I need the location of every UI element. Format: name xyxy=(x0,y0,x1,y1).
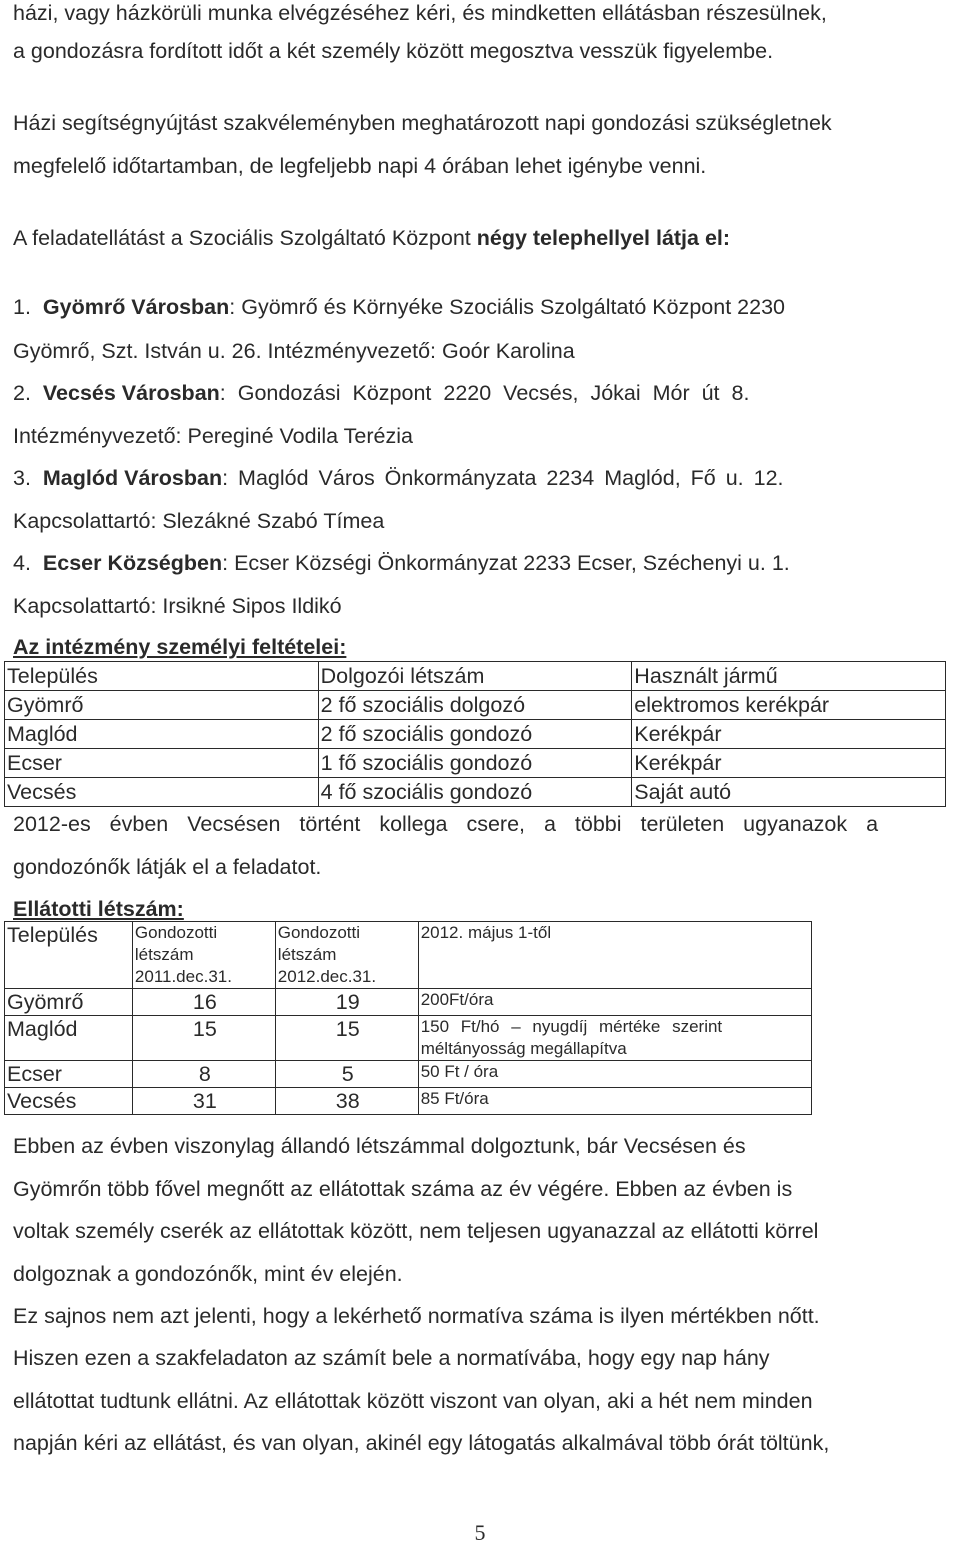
table-cell: 19 xyxy=(275,989,418,1016)
clients-table xyxy=(4,921,812,1115)
table-header-row xyxy=(5,662,946,691)
table-cell: Saját autó xyxy=(632,778,946,807)
table-header-cell: Gondozotti létszám 2011.dec.31. xyxy=(132,922,275,989)
table-cell: 150 Ft/hó – nyugdíj mértéke szerint méltányosság megállapítva xyxy=(418,1016,811,1061)
table-row xyxy=(5,778,946,807)
site-3-number: 3. xyxy=(13,466,31,490)
intro-line-3: Házi segítségnyújtást szakvéleményben meghatározott napi gondozási szükségletnek xyxy=(13,111,832,135)
closing-line-6: Hiszen ezen a szakfeladaton az számít bele a normatívába, hogy egy nap hány xyxy=(13,1346,770,1370)
intro-line-4: megfelelő időtartamban, de legfeljebb napi 4 órában lehet igénybe venni. xyxy=(13,154,707,178)
staff-table xyxy=(4,661,946,807)
site-4-line-1 xyxy=(13,550,790,576)
table-cell: Gyömrő xyxy=(5,691,319,720)
site-1-number: 1. xyxy=(13,295,31,319)
site-3-line-2: Kapcsolattartó: Slezákné Szabó Tímea xyxy=(13,509,385,533)
clients-heading xyxy=(13,896,184,922)
site-4-number: 4. xyxy=(13,551,31,575)
closing-line-2: Gyömrőn több fővel megnőtt az ellátottak száma az év végére. Ebben az évben is xyxy=(13,1177,793,1201)
table-cell: 50 Ft / óra xyxy=(418,1061,811,1088)
table-cell: Gyömrő xyxy=(5,989,133,1016)
site-1-address: : Gyömrő és Környéke Szociális Szolgáltató Központ 2230 xyxy=(229,295,785,319)
table-cell: 38 xyxy=(275,1088,418,1115)
site-2-name: Vecsés Városban xyxy=(42,381,220,405)
table-cell: Maglód xyxy=(5,720,319,749)
table-cell: 2 fő szociális gondozó xyxy=(318,720,632,749)
table-cell: 15 xyxy=(132,1016,275,1061)
closing-line-5: Ez sajnos nem azt jelenti, hogy a lekérhető normatíva száma is ilyen mértékben nőtt. xyxy=(13,1304,820,1328)
table-cell: Vecsés xyxy=(5,778,319,807)
table-row xyxy=(5,749,946,778)
intro-line-2: a gondozásra fordított időt a két személy között megosztva vesszük figyelembe. xyxy=(13,39,774,63)
table-cell: Ecser xyxy=(5,749,319,778)
site-1-line-1 xyxy=(13,294,957,320)
table-cell: Vecsés xyxy=(5,1088,133,1115)
site-2-line-1 xyxy=(13,380,749,406)
site-3-name: Maglód Városban xyxy=(42,466,223,490)
table-row xyxy=(5,989,812,1016)
table-cell: elektromos kerékpár xyxy=(632,691,946,720)
closing-line-1: Ebben az évben viszonylag állandó létszámmal dolgoztunk, bár Vecsésen és xyxy=(13,1134,746,1158)
table-header-row xyxy=(5,922,812,989)
staff-heading-text: Az intézmény személyi feltételei: xyxy=(13,635,347,659)
table-cell: 15 xyxy=(275,1016,418,1061)
table-row xyxy=(5,1016,812,1061)
table-row xyxy=(5,691,946,720)
table-cell: 16 xyxy=(132,989,275,1016)
staff-note-line-1: 2012-es évben Vecsésen történt kollega csere, a többi területen ugyanazok a xyxy=(13,812,879,836)
closing-line-4: dolgoznak a gondozónők, mint év elején. xyxy=(13,1262,403,1286)
closing-line-8: napján kéri az ellátást, és van olyan, akinél egy látogatás alkalmával több órát töltünk, xyxy=(13,1431,830,1455)
table-cell: 4 fő szociális gondozó xyxy=(318,778,632,807)
closing-line-7: ellátottat tudtunk ellátni. Az ellátottak között viszont van olyan, aki a hét nem minden xyxy=(13,1389,813,1413)
table-header-cell: 2012. május 1-től xyxy=(418,922,811,989)
site-4-line-2: Kapcsolattartó: Irsikné Sipos Ildikó xyxy=(13,594,342,618)
sites-intro xyxy=(13,225,730,251)
site-4-address: : Ecser Községi Önkormányzat 2233 Ecser, Széchenyi u. 1. xyxy=(222,551,790,575)
staff-note-line-2: gondozónők látják el a feladatot. xyxy=(13,855,322,879)
staff-heading xyxy=(13,634,346,660)
intro-line-1: házi, vagy házkörüli munka elvégzéséhez kéri, és mindketten ellátásban részesülnek, xyxy=(13,1,827,25)
site-2-line-2: Intézményvezető: Pereginé Vodila Terézia xyxy=(13,424,413,448)
site-3-address: : Maglód Város Önkormányzata 2234 Maglód, Fő u. 12. xyxy=(222,466,784,490)
table-header-cell: Település xyxy=(5,922,133,989)
table-cell: 8 xyxy=(132,1061,275,1088)
table-cell: Ecser xyxy=(5,1061,133,1088)
site-1-name: Gyömrő Városban xyxy=(42,295,230,319)
table-row xyxy=(5,720,946,749)
table-cell: 31 xyxy=(132,1088,275,1115)
site-1-line-2: Gyömrő, Szt. István u. 26. Intézményvezető: Goór Karolina xyxy=(13,339,575,363)
table-cell: 5 xyxy=(275,1061,418,1088)
table-row xyxy=(5,1088,812,1115)
closing-line-3: voltak személy cserék az ellátottak között, nem teljesen ugyanazzal az ellátotti körrel xyxy=(13,1219,819,1243)
clients-heading-text: Ellátotti létszám: xyxy=(13,897,184,921)
table-cell: 85 Ft/óra xyxy=(418,1088,811,1115)
table-cell: 1 fő szociális gondozó xyxy=(318,749,632,778)
site-2-number: 2. xyxy=(13,381,31,405)
site-4-name: Ecser Községben xyxy=(42,551,223,575)
table-cell: Maglód xyxy=(5,1016,133,1061)
site-2-address: : Gondozási Központ 2220 Vecsés, Jókai Mór út 8. xyxy=(219,381,750,405)
table-header-cell: Dolgozói létszám xyxy=(318,662,632,691)
site-3-line-1 xyxy=(13,465,784,491)
page-number: 5 xyxy=(474,1520,486,1545)
table-header-cell: Használt jármű xyxy=(632,662,946,691)
table-cell: Kerékpár xyxy=(632,720,946,749)
table-cell: Kerékpár xyxy=(632,749,946,778)
table-row xyxy=(5,1061,812,1088)
table-cell: 2 fő szociális dolgozó xyxy=(318,691,632,720)
sites-intro-prefix: A feladatellátást a Szociális Szolgáltató Központ xyxy=(13,226,477,250)
table-cell: 200Ft/óra xyxy=(418,989,811,1016)
sites-intro-bold: négy telephellyel látja el: xyxy=(476,226,731,250)
table-header-cell: Település xyxy=(5,662,319,691)
table-header-cell: Gondozotti létszám 2012.dec.31. xyxy=(275,922,418,989)
